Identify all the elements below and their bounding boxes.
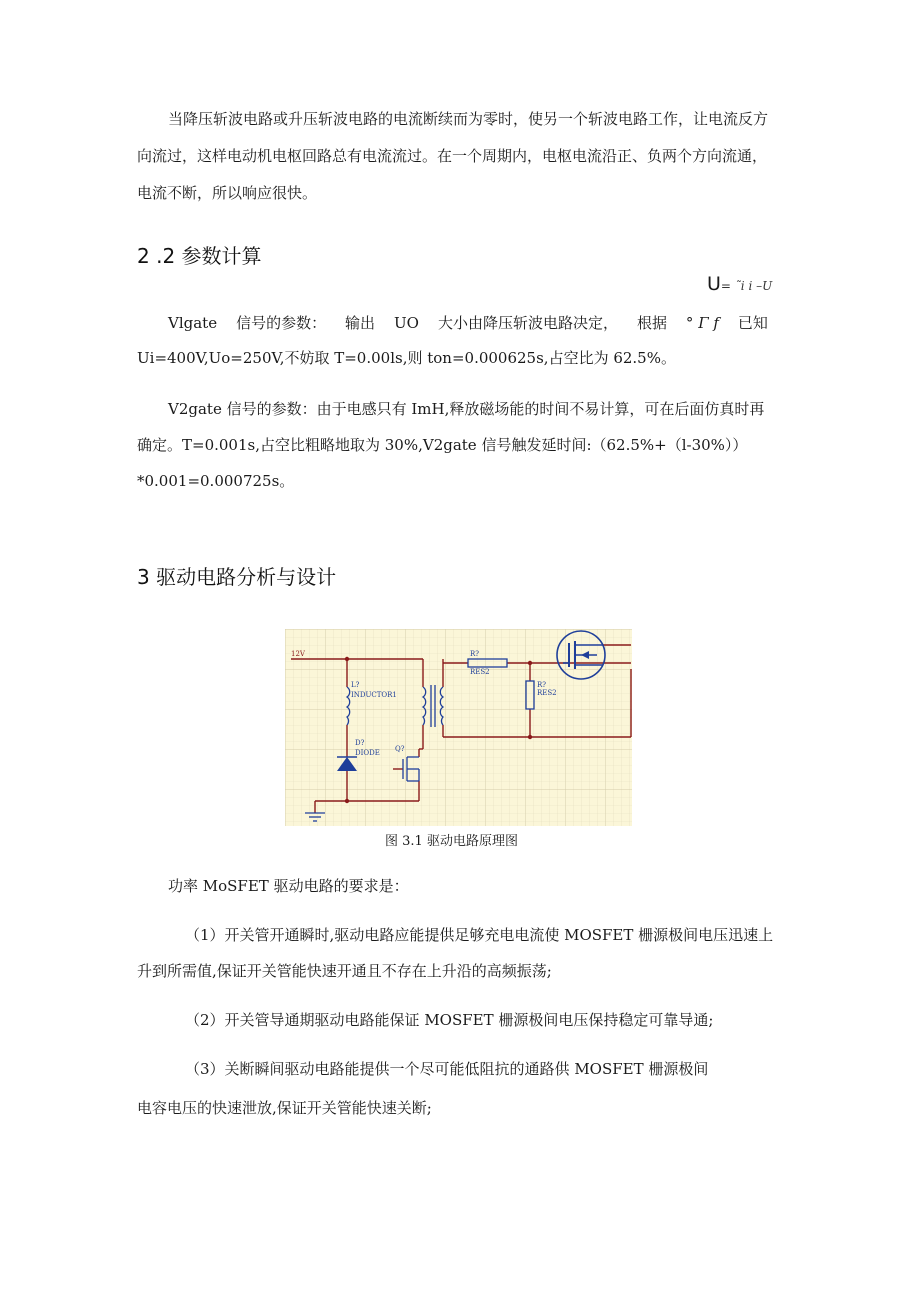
v1-part-1: 信号的参数： xyxy=(236,314,327,332)
para1-line2: 向流过，这样电动机电枢回路总有电流流过。在一个周期内，电枢电流沿正、负两个方向流通， xyxy=(137,147,768,165)
req2-text: （2）开关管导通期驱动电路能保证 MOSFET 栅源极间电压保持稳定可靠导通; xyxy=(185,1011,714,1029)
formula-rest: = ˜i i –U xyxy=(720,279,773,293)
label-12v: 12V xyxy=(291,650,305,658)
label-diode: DIODE xyxy=(355,749,380,757)
v1-part-4: 大小由降压斩波电路决定， xyxy=(437,314,618,332)
label-res1: RES2 xyxy=(470,668,490,676)
v2-line3: *0.001=0.000725s。 xyxy=(137,472,295,490)
v1-part-7: 已知 xyxy=(737,314,768,332)
v1-line2: Ui=400V,Uo=250V,不妨取 T=0.00ls,则 ton=0.000625s,占空比为 62.5%。 xyxy=(137,349,676,367)
v1-part-5: 根据 xyxy=(636,314,667,332)
formula-main: U xyxy=(707,273,721,295)
label-r2: R? xyxy=(537,681,547,689)
para1-line3: 电流不断，所以响应很快。 xyxy=(137,184,318,202)
label-inductor: INDUCTOR1 xyxy=(351,691,397,699)
section-3-title: 3 驱动电路分析与设计 xyxy=(137,565,337,589)
section-2-2-title: 2 .2 参数计算 xyxy=(137,244,262,268)
v1-part-0: Vlgate xyxy=(168,314,218,332)
req3-line2: 电容电压的快速泄放,保证开关管能快速关断; xyxy=(137,1099,432,1117)
req1-line1: （1）开关管开通瞬时,驱动电路应能提供足够充电电流使 MOSFET 栅源极间电压迅速上 xyxy=(185,926,774,944)
figure-caption: 图 3.1 驱动电路原理图 xyxy=(385,834,518,849)
label-l: L? xyxy=(351,681,360,689)
label-q: Q? xyxy=(395,745,405,753)
circuit-figure xyxy=(285,629,632,826)
label-r1: R? xyxy=(470,650,480,658)
req1-line2: 升到所需值,保证开关管能快速开通且不存在上升沿的高频振荡; xyxy=(137,962,552,980)
v1-part-3: UO xyxy=(394,314,419,332)
para1-line1: 当降压斩波电路或升压斩波电路的电流断续而为零时，使另一个斩波电路工作，让电流反方 xyxy=(168,110,769,128)
v1-part-2: 输出 xyxy=(345,314,376,332)
v2-line2: 确定。T=0.001s,占空比粗略地取为 30%,V2gate 信号触发延时间:（62.5%+（l-30%）） xyxy=(137,436,748,454)
v1-part-6: ° Γ f xyxy=(685,314,719,332)
v2-line1: V2gate 信号的参数：由于电感只有 ImH,释放磁场能的时间不易计算，可在后面仿真时再 xyxy=(168,400,765,418)
label-res2: RES2 xyxy=(537,689,557,697)
label-d: D? xyxy=(355,739,365,747)
formula xyxy=(707,273,772,295)
v1-line1 xyxy=(168,312,768,334)
intro-text: 功率 MoSFET 驱动电路的要求是： xyxy=(168,877,409,895)
circuit-diagram xyxy=(285,629,632,826)
req3-line1: （3）关断瞬间驱动电路能提供一个尽可能低阻抗的通路供 MOSFET 栅源极间 xyxy=(185,1060,709,1078)
